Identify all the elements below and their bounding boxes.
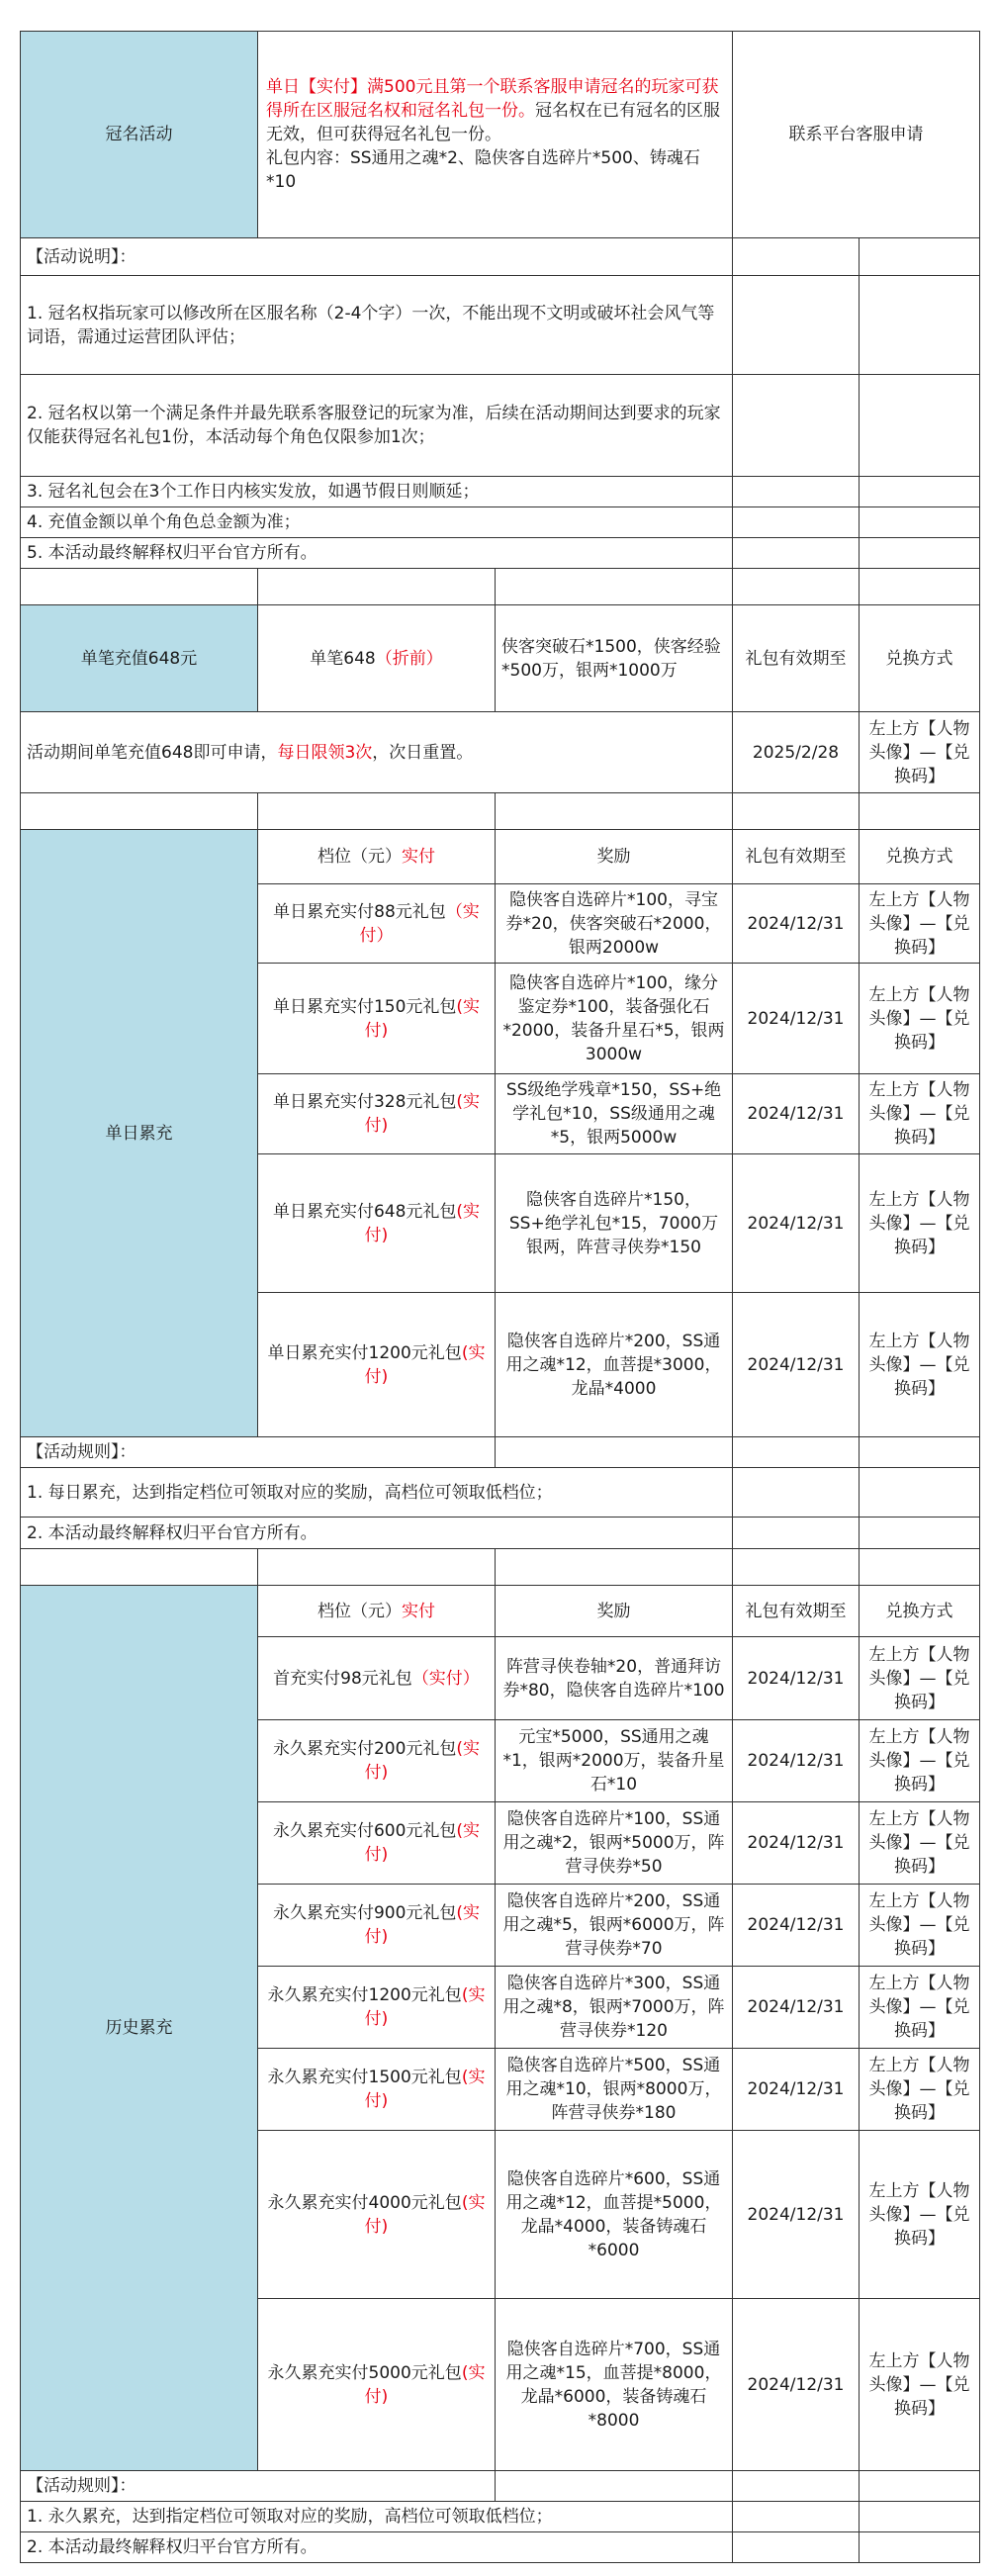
valid-cell: 2024/12/31 — [733, 1802, 860, 1885]
naming-rule-row — [21, 538, 980, 569]
reward-cell: 元宝*5000，SS通用之魂*1，银两*2000万，装备升星石*10 — [496, 1720, 733, 1802]
spacer-row — [21, 569, 980, 605]
naming-rule-row — [21, 375, 980, 477]
reward-cell: 隐侠客自选碎片*100，缘分鉴定券*100，装备强化石*2000，装备升星石*5，银两3000w — [496, 964, 733, 1074]
tier-cell: 永久累充实付1200元礼包(实付) — [258, 1967, 496, 2049]
single648-label: 单笔充值648元 — [21, 605, 258, 712]
daily-header-row — [21, 830, 980, 884]
history-header-tier: 档位（元）实付 — [258, 1586, 496, 1637]
naming-label: 冠名活动 — [21, 32, 258, 238]
tier-cell: 首充实付98元礼包（实付） — [258, 1637, 496, 1720]
spacer-row — [21, 793, 980, 830]
history-rule-1: 1. 永久累充，达到指定档位可领取对应的奖励，高档位可领取低档位； — [21, 2502, 733, 2532]
tier-cell: 单日累充实付88元礼包（实付） — [258, 884, 496, 964]
method-cell: 左上方【人物头像】—【兑换码】 — [860, 1885, 980, 1967]
reward-cell: 隐侠客自选碎片*300，SS通用之魂*8，银两*7000万，阵营寻侠券*120 — [496, 1967, 733, 2049]
single648-method: 左上方【人物头像】—【兑换码】 — [860, 712, 980, 793]
valid-cell: 2024/12/31 — [733, 1154, 860, 1293]
naming-gift-content: 礼包内容：SS通用之魂*2、隐侠客自选碎片*500、铸魂石*10 — [266, 148, 700, 192]
daily-header-tier: 档位（元）实付 — [258, 830, 496, 884]
history-header-method: 兑换方式 — [860, 1586, 980, 1637]
single648-method-header: 兑换方式 — [860, 605, 980, 712]
daily-rules-header-row — [21, 1437, 980, 1468]
daily-header-valid: 礼包有效期至 — [733, 830, 860, 884]
naming-rule-1: 1. 冠名权指玩家可以修改所在区服名称（2-4个字）一次，不能出现不文明或破坏社会风气等词语，需通过运营团队评估； — [21, 276, 733, 375]
spacer-row — [21, 1549, 980, 1586]
single648-valid-header: 礼包有效期至 — [733, 605, 860, 712]
history-header-row — [21, 1586, 980, 1637]
daily-rules-header: 【活动规则】： — [21, 1437, 496, 1468]
reward-cell: 隐侠客自选碎片*200，SS通用之魂*5，银两*6000万，阵营寻侠券*70 — [496, 1885, 733, 1967]
history-rules-header-row — [21, 2471, 980, 2502]
daily-rule-row — [21, 1468, 980, 1518]
valid-cell: 2024/12/31 — [733, 1720, 860, 1802]
single648-valid: 2025/2/28 — [733, 712, 860, 793]
naming-desc-black: 冠名权在已有冠名的区服无效，但可获得冠名礼包一份。 — [266, 101, 720, 144]
naming-rule-3: 3. 冠名礼包会在3个工作日内核实发放，如遇节假日则顺延； — [21, 477, 733, 507]
method-cell: 左上方【人物头像】—【兑换码】 — [860, 2299, 980, 2471]
method-cell: 左上方【人物头像】—【兑换码】 — [860, 2049, 980, 2131]
tier-cell: 单日累充实付328元礼包(实付) — [258, 1074, 496, 1154]
history-rules-header: 【活动规则】： — [21, 2471, 496, 2502]
method-cell: 左上方【人物头像】—【兑换码】 — [860, 884, 980, 964]
method-cell: 左上方【人物头像】—【兑换码】 — [860, 1967, 980, 2049]
activity-document — [20, 31, 979, 2563]
naming-desc-red: 单日【实付】满500元且第一个联系客服申请冠名的玩家可获得所在区服冠名权和冠名礼包一份。 — [266, 77, 719, 121]
history-header-valid: 礼包有效期至 — [733, 1586, 860, 1637]
single648-note-row — [21, 712, 980, 793]
naming-rule-row — [21, 276, 980, 375]
naming-description — [258, 32, 733, 238]
valid-cell: 2024/12/31 — [733, 2131, 860, 2299]
valid-cell: 2024/12/31 — [733, 1967, 860, 2049]
history-rule-row — [21, 2502, 980, 2532]
reward-cell: 阵营寻侠卷轴*20，普通拜访券*80，隐侠客自选碎片*100 — [496, 1637, 733, 1720]
naming-rule-row — [21, 507, 980, 538]
history-header-reward: 奖励 — [496, 1586, 733, 1637]
reward-cell: 隐侠客自选碎片*500，SS通用之魂*10，银两*8000万，阵营寻侠券*180 — [496, 2049, 733, 2131]
valid-cell: 2024/12/31 — [733, 1885, 860, 1967]
tier-cell: 单日累充实付150元礼包(实付) — [258, 964, 496, 1074]
daily-rule-1: 1. 每日累充，达到指定档位可领取对应的奖励，高档位可领取低档位； — [21, 1468, 733, 1518]
method-cell: 左上方【人物头像】—【兑换码】 — [860, 1802, 980, 1885]
naming-explain-header-row — [21, 238, 980, 276]
history-label: 历史累充 — [21, 1586, 258, 2471]
method-cell: 左上方【人物头像】—【兑换码】 — [860, 1074, 980, 1154]
tier-cell: 永久累充实付200元礼包(实付) — [258, 1720, 496, 1802]
daily-header-reward: 奖励 — [496, 830, 733, 884]
naming-rule-2: 2. 冠名权以第一个满足条件并最先联系客服登记的玩家为准，后续在活动期间达到要求的玩家仅能获得冠名礼包1份，本活动每个角色仅限参加1次； — [21, 375, 733, 477]
reward-cell: 隐侠客自选碎片*100，寻宝券*20，侠客突破石*2000，银两2000w — [496, 884, 733, 964]
tier-cell: 永久累充实付900元礼包(实付) — [258, 1885, 496, 1967]
valid-cell: 2024/12/31 — [733, 884, 860, 964]
daily-rule-row — [21, 1518, 980, 1549]
method-cell: 左上方【人物头像】—【兑换码】 — [860, 1154, 980, 1293]
activity-table — [20, 31, 980, 2563]
method-cell: 左上方【人物头像】—【兑换码】 — [860, 964, 980, 1074]
reward-cell: SS级绝学残章*150，SS+绝学礼包*10，SS级通用之魂*5，银两5000w — [496, 1074, 733, 1154]
naming-explain-header: 【活动说明】： — [21, 238, 733, 276]
valid-cell: 2024/12/31 — [733, 1293, 860, 1437]
method-cell: 左上方【人物头像】—【兑换码】 — [860, 1293, 980, 1437]
tier-cell: 永久累充实付4000元礼包(实付) — [258, 2131, 496, 2299]
naming-rule-4: 4. 充值金额以单个角色总金额为准； — [21, 507, 733, 538]
reward-cell: 隐侠客自选碎片*200，SS通用之魂*12，血菩提*3000，龙晶*4000 — [496, 1293, 733, 1437]
history-rule-2: 2. 本活动最终解释权归平台官方所有。 — [21, 2532, 733, 2563]
reward-cell: 隐侠客自选碎片*700，SS通用之魂*15，血菩提*8000，龙晶*6000，装备铸魂石*8000 — [496, 2299, 733, 2471]
reward-cell: 隐侠客自选碎片*150，SS+绝学礼包*15，7000万银两，阵营寻侠券*150 — [496, 1154, 733, 1293]
valid-cell: 2024/12/31 — [733, 1637, 860, 1720]
naming-method: 联系平台客服申请 — [733, 32, 980, 238]
naming-rule-row — [21, 477, 980, 507]
valid-cell: 2024/12/31 — [733, 2299, 860, 2471]
daily-header-method: 兑换方式 — [860, 830, 980, 884]
daily-rule-2: 2. 本活动最终解释权归平台官方所有。 — [21, 1518, 733, 1549]
daily-label: 单日累充 — [21, 830, 258, 1437]
naming-rule-5: 5. 本活动最终解释权归平台官方所有。 — [21, 538, 733, 569]
tier-cell: 单日累充实付1200元礼包(实付) — [258, 1293, 496, 1437]
naming-row — [21, 32, 980, 238]
single648-tier: 单笔648（折前） — [258, 605, 496, 712]
method-cell: 左上方【人物头像】—【兑换码】 — [860, 1637, 980, 1720]
method-cell: 左上方【人物头像】—【兑换码】 — [860, 1720, 980, 1802]
reward-cell: 隐侠客自选碎片*100，SS通用之魂*2，银两*5000万，阵营寻侠券*50 — [496, 1802, 733, 1885]
method-cell: 左上方【人物头像】—【兑换码】 — [860, 2131, 980, 2299]
tier-cell: 单日累充实付648元礼包(实付) — [258, 1154, 496, 1293]
single648-row — [21, 605, 980, 712]
tier-cell: 永久累充实付5000元礼包(实付) — [258, 2299, 496, 2471]
single648-reward: 侠客突破石*1500，侠客经验*500万，银两*1000万 — [496, 605, 733, 712]
history-rule-row — [21, 2532, 980, 2563]
single648-note: 活动期间单笔充值648即可申请，每日限领3次，次日重置。 — [21, 712, 733, 793]
tier-cell: 永久累充实付600元礼包(实付) — [258, 1802, 496, 1885]
valid-cell: 2024/12/31 — [733, 964, 860, 1074]
valid-cell: 2024/12/31 — [733, 1074, 860, 1154]
valid-cell: 2024/12/31 — [733, 2049, 860, 2131]
tier-cell: 永久累充实付1500元礼包(实付) — [258, 2049, 496, 2131]
reward-cell: 隐侠客自选碎片*600，SS通用之魂*12，血菩提*5000，龙晶*4000，装备铸魂石*6000 — [496, 2131, 733, 2299]
